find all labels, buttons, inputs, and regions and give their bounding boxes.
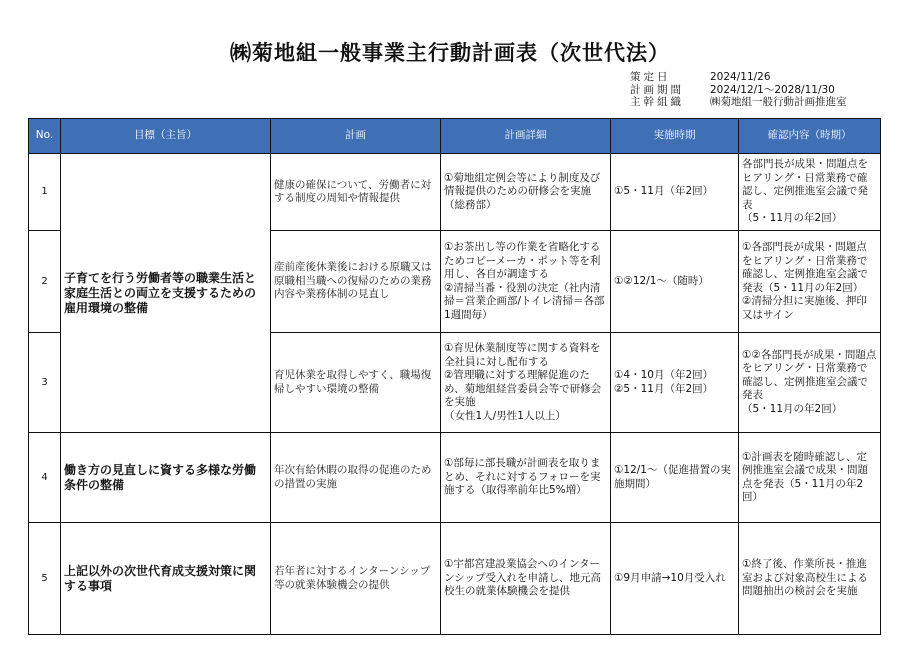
detail-cell: ①宇都宮建設業協会へのインターンシップ受入れを申請し、地元高校生の就業体験機会を提供: [441, 523, 611, 635]
row-no: 1: [29, 154, 61, 231]
meta-value: ㈱菊地組一般行動計画推進室: [710, 96, 847, 108]
table-row: [29, 523, 881, 635]
row-no: 3: [29, 333, 61, 433]
detail-cell: ①育児休業制度等に関する資料を全社員に対し配布する ②管理職に対する理解促進のため、菊地組経営委員会等で研修会を実施 （女性1人/男性1人以上）: [441, 333, 611, 433]
timing-cell: ①②12/1〜（随時）: [611, 231, 739, 333]
meta-key: 策定日: [630, 71, 671, 83]
header-goal: 目標（主旨）: [61, 119, 271, 154]
header-no: No.: [29, 119, 61, 154]
meta-row-date: [630, 71, 895, 84]
meta-value: 2024/12/1〜2028/11/30: [710, 83, 835, 96]
check-cell: 各部門長が成果・問題点をヒアリング・日常業務で確認し、定例推進室会議で発表 （5・11月の年2回）: [739, 154, 881, 231]
check-cell: ①②各部門長が成果・問題点をヒアリング・日常業務で確認し、定例推進室会議で発表 （5・11月の年2回）: [739, 333, 881, 433]
plan-cell: 年次有給休暇の取得の促進のための措置の実施: [271, 433, 441, 523]
plan-meta: [630, 71, 895, 109]
meta-key: 主幹組織: [630, 96, 684, 108]
detail-cell: ①菊地組定例会等により制度及び情報提供のための研修会を実施（総務部）: [441, 154, 611, 231]
row-no: 5: [29, 523, 61, 635]
check-cell: ①終了後、作業所長・推進室および対象高校生による問題抽出の検討会を実施: [739, 523, 881, 635]
page-title: ㈱菊地組一般事業主行動計画表（次世代法）: [230, 41, 670, 65]
plan-cell: 育児休業を取得しやすく、職場復帰しやすい環境の整備: [271, 333, 441, 433]
detail-cell: ①お茶出し等の作業を省略化するためコピーメーカ・ポット等を利用し、各自が調達する ②清掃当番・役割の決定（社内清掃＝営業企画部/トイレ清掃＝各部1週間毎）: [441, 231, 611, 333]
header-check: 確認内容（時期）: [739, 119, 881, 154]
check-cell: ①計画表を随時確認し、定例推進室会議で成果・問題点を発表（5・11月の年2回）: [739, 433, 881, 523]
meta-row-period: [630, 84, 895, 97]
check-cell: ①各部門長が成果・問題点をヒアリング・日常業務で確認し、定例推進室会議で発表（5・11月の年2回） ②清掃分担に実施後、押印又はサイン: [739, 231, 881, 333]
timing-cell: ①12/1〜（促進措置の実施期間）: [611, 433, 739, 523]
plan-cell: 健康の確保について、労働者に対する制度の周知や情報提供: [271, 154, 441, 231]
goal-cell: 子育てを行う労働者等の職業生活と家庭生活との両立を支援するための雇用環境の整備: [61, 154, 271, 433]
action-plan-table: [28, 118, 881, 635]
meta-row-organization: [630, 96, 895, 109]
timing-cell: ①4・10月（年2回） ②5・11月（年2回）: [611, 333, 739, 433]
header-plan-detail: 計画詳細: [441, 119, 611, 154]
row-no: 2: [29, 231, 61, 333]
table-row: [29, 154, 881, 231]
table-row: [29, 433, 881, 523]
goal-cell: 働き方の見直しに資する多様な労働条件の整備: [61, 433, 271, 523]
row-no: 4: [29, 433, 61, 523]
table-header-row: [29, 119, 881, 154]
timing-cell: ①5・11月（年2回）: [611, 154, 739, 231]
plan-cell: 産前産後休業後における原職又は原職相当職への復帰のための業務内容や業務体制の見直し: [271, 231, 441, 333]
meta-value: 2024/11/26: [710, 71, 771, 83]
header-plan: 計画: [271, 119, 441, 154]
goal-cell: 上記以外の次世代育成支援対策に関する事項: [61, 523, 271, 635]
header-timing: 実施時期: [611, 119, 739, 154]
plan-cell: 若年者に対するインターンシップ等の就業体験機会の提供: [271, 523, 441, 635]
detail-cell: ①部毎に部長職が計画表を取りまとめ、それに対するフォローを実施する（取得率前年比5%増）: [441, 433, 611, 523]
timing-cell: ①9月申請→10月受入れ: [611, 523, 739, 635]
meta-key: 計画期間: [630, 83, 684, 96]
